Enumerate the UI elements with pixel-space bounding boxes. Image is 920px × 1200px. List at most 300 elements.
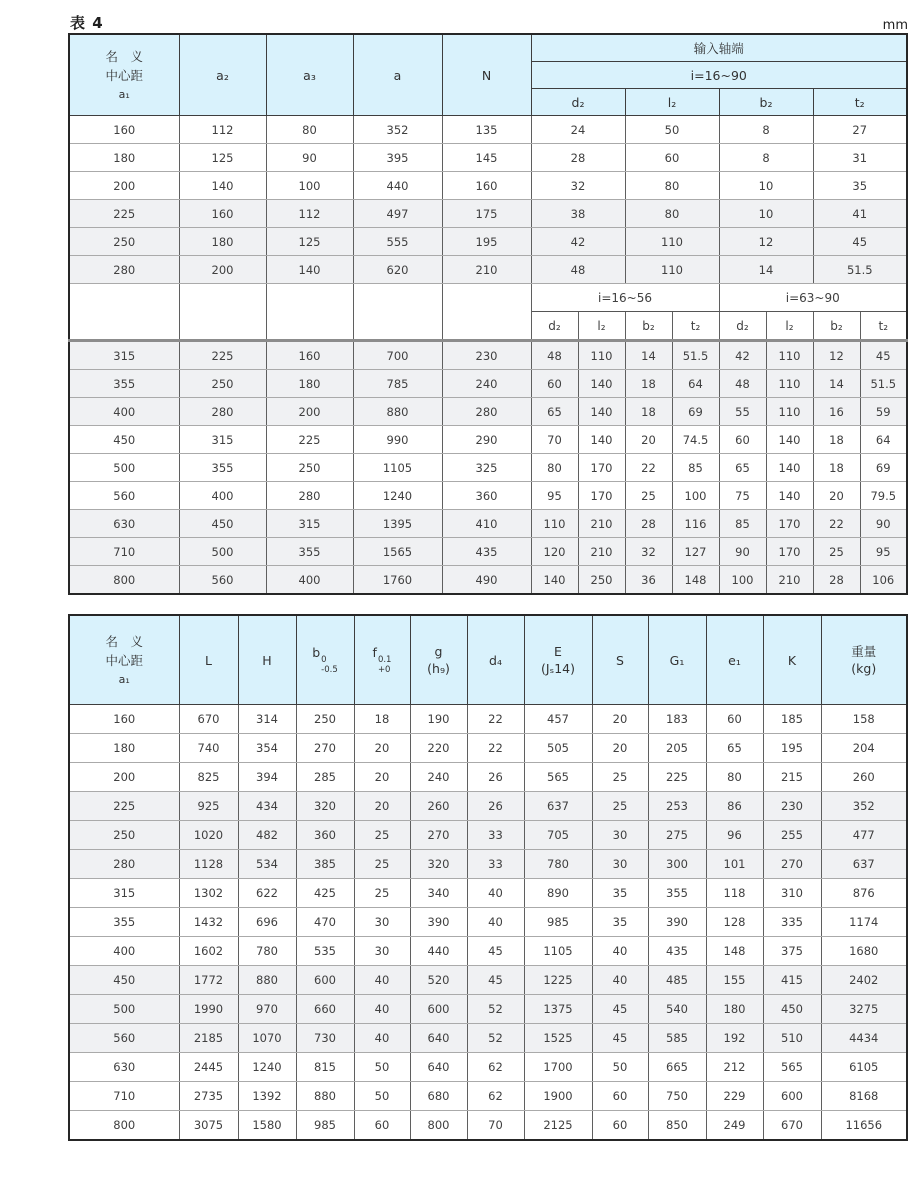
cell: 20 [625,426,672,454]
cell: 890 [524,879,592,908]
table-row [69,510,907,538]
cell: 1900 [524,1082,592,1111]
cell: 225 [648,763,706,792]
cell: 20 [354,792,410,821]
table-row [69,538,907,566]
cell: 90 [266,144,353,172]
cell: 18 [625,398,672,426]
cell: 565 [524,763,592,792]
cell: 730 [296,1024,354,1053]
cell: 250 [179,370,266,398]
cell: 985 [296,1111,354,1141]
cell: 275 [648,821,706,850]
col-G1: G₁ [648,615,706,705]
cell: 96 [706,821,763,850]
cell: 170 [766,510,813,538]
cell: 229 [706,1082,763,1111]
cell: 180 [266,370,353,398]
col-center-distance: 名 义 中心距 a₁ [69,34,179,116]
col-S: S [592,615,648,705]
cell: 355 [69,908,179,937]
cell: 335 [763,908,821,937]
cell: 40 [354,1024,410,1053]
cell: 325 [442,454,531,482]
cell: 74.5 [672,426,719,454]
cell: 2735 [179,1082,238,1111]
dimension-table-shaft [68,33,908,595]
cell: 315 [69,879,179,908]
table-row [69,705,907,734]
cell: 42 [719,341,766,370]
cell: 1760 [353,566,442,595]
cell: 314 [238,705,296,734]
cell: 80 [266,116,353,144]
cell: 14 [813,370,860,398]
col-d2: d₂ [531,89,625,116]
table-row [69,850,907,879]
cell: 270 [296,734,354,763]
cell: 240 [442,370,531,398]
cell: 60 [592,1082,648,1111]
cell: 20 [592,734,648,763]
cell: 204 [821,734,907,763]
cell: 1602 [179,937,238,966]
cell: 640 [410,1053,467,1082]
cell: 280 [266,482,353,510]
cell: 1020 [179,821,238,850]
unit-label: mm [882,18,908,33]
cell: 170 [578,454,625,482]
cell: 3275 [821,995,907,1024]
cell: 2185 [179,1024,238,1053]
table-row [69,370,907,398]
cell: 110 [625,256,719,284]
cell: 140 [531,566,578,595]
cell: 520 [410,966,467,995]
cell: 375 [763,937,821,966]
cell: 970 [238,995,296,1024]
cell: 540 [648,995,706,1024]
cell: 497 [353,200,442,228]
cell: 505 [524,734,592,763]
col-i-range: i=16~90 [531,62,907,89]
cell: 585 [648,1024,706,1053]
cell: 125 [266,228,353,256]
subcol-t2: t₂ [860,312,907,341]
cell: 637 [821,850,907,879]
table-row [69,566,907,595]
cell: 534 [238,850,296,879]
cell: 110 [625,228,719,256]
cell: 457 [524,705,592,734]
cell: 622 [238,879,296,908]
cell: 148 [706,937,763,966]
cell: 18 [354,705,410,734]
cell: 815 [296,1053,354,1082]
table-row [69,256,907,284]
cell: 255 [763,821,821,850]
cell: 315 [179,426,266,454]
table-row [69,144,907,172]
cell: 106 [860,566,907,595]
cell: 210 [578,538,625,566]
cell: 125 [179,144,266,172]
cell: 280 [69,850,179,879]
cell: 135 [442,116,531,144]
cell: 30 [354,908,410,937]
cell: 90 [719,538,766,566]
cell: 45 [592,995,648,1024]
cell: 140 [766,426,813,454]
cell: 560 [69,482,179,510]
page-title: 表 4 [70,14,104,32]
cell: 212 [706,1053,763,1082]
cell: 600 [410,995,467,1024]
empty-cell [69,284,179,341]
cell: 450 [69,426,179,454]
cell: 26 [467,763,524,792]
cell: 185 [763,705,821,734]
cell: 110 [766,370,813,398]
cell: 48 [531,341,578,370]
cell: 200 [69,763,179,792]
cell: 30 [592,850,648,879]
cell: 200 [266,398,353,426]
cell: 52 [467,995,524,1024]
cell: 394 [238,763,296,792]
cell: 60 [719,426,766,454]
cell: 630 [69,510,179,538]
table-row [69,341,907,370]
cell: 18 [625,370,672,398]
cell: 8 [719,116,813,144]
cell: 110 [766,398,813,426]
cell: 1772 [179,966,238,995]
cell: 14 [625,341,672,370]
cell: 340 [410,879,467,908]
cell: 20 [354,763,410,792]
table1-lower-body [69,341,907,595]
cell: 86 [706,792,763,821]
cell: 140 [766,482,813,510]
cell: 230 [763,792,821,821]
cell: 28 [625,510,672,538]
cell: 25 [592,763,648,792]
cell: 50 [592,1053,648,1082]
cell: 320 [296,792,354,821]
cell: 250 [266,454,353,482]
cell: 355 [69,370,179,398]
subheader-i-high: i=63~90 [719,284,907,312]
cell: 40 [592,937,648,966]
table1-mid-subheader [69,284,907,341]
cell: 110 [531,510,578,538]
cell: 210 [766,566,813,595]
cell: 35 [592,908,648,937]
cell: 510 [763,1024,821,1053]
cell: 390 [410,908,467,937]
table-row [69,879,907,908]
cell: 62 [467,1053,524,1082]
cell: 60 [354,1111,410,1141]
cell: 880 [296,1082,354,1111]
table-row [69,1082,907,1111]
cell: 30 [354,937,410,966]
cell: 14 [719,256,813,284]
cell: 210 [442,256,531,284]
cell: 62 [467,1082,524,1111]
cell: 48 [531,256,625,284]
col-b2: b₂ [719,89,813,116]
col-a3: a₃ [266,34,353,116]
cell: 280 [179,398,266,426]
cell: 360 [296,821,354,850]
cell: 70 [531,426,578,454]
cell: 195 [763,734,821,763]
cell: 195 [442,228,531,256]
cell: 710 [69,1082,179,1111]
cell: 565 [763,1053,821,1082]
cell: 64 [672,370,719,398]
cell: 75 [719,482,766,510]
cell: 1432 [179,908,238,937]
table-row [69,1111,907,1141]
cell: 80 [625,172,719,200]
subcol-b2: b₂ [813,312,860,341]
cell: 20 [354,734,410,763]
cell: 600 [763,1082,821,1111]
col-g: g (h₉) [410,615,467,705]
col-L: L [179,615,238,705]
cell: 160 [442,172,531,200]
cell: 90 [860,510,907,538]
cell: 225 [69,792,179,821]
cell: 280 [69,256,179,284]
cell: 315 [69,341,179,370]
cell: 25 [354,850,410,879]
table-row [69,228,907,256]
cell: 450 [69,966,179,995]
cell: 31 [813,144,907,172]
cell: 25 [625,482,672,510]
cell: 22 [625,454,672,482]
cell: 500 [179,538,266,566]
cell: 320 [410,850,467,879]
cell: 620 [353,256,442,284]
cell: 1525 [524,1024,592,1053]
cell: 60 [592,1111,648,1141]
cell: 555 [353,228,442,256]
cell: 101 [706,850,763,879]
cell: 352 [353,116,442,144]
cell: 705 [524,821,592,850]
cell: 435 [442,538,531,566]
cell: 360 [442,482,531,510]
cell: 51.5 [860,370,907,398]
cell: 200 [69,172,179,200]
cell: 740 [179,734,238,763]
cell: 180 [706,995,763,1024]
table-row [69,116,907,144]
cell: 55 [719,398,766,426]
cell: 670 [763,1111,821,1141]
cell: 440 [410,937,467,966]
cell: 785 [353,370,442,398]
cell: 1105 [353,454,442,482]
cell: 8168 [821,1082,907,1111]
cell: 700 [353,341,442,370]
cell: 352 [821,792,907,821]
cell: 6105 [821,1053,907,1082]
cell: 28 [531,144,625,172]
cell: 434 [238,792,296,821]
cell: 10 [719,172,813,200]
cell: 4434 [821,1024,907,1053]
cell: 140 [766,454,813,482]
cell: 140 [578,398,625,426]
table-row [69,398,907,426]
cell: 355 [266,538,353,566]
cell: 485 [648,966,706,995]
cell: 260 [410,792,467,821]
subcol-l2: l₂ [578,312,625,341]
table-row [69,1024,907,1053]
table-row [69,426,907,454]
cell: 100 [719,566,766,595]
table-row [69,995,907,1024]
cell: 155 [706,966,763,995]
cell: 160 [179,200,266,228]
cell: 116 [672,510,719,538]
cell: 22 [813,510,860,538]
cell: 2445 [179,1053,238,1082]
cell: 28 [813,566,860,595]
cell: 180 [179,228,266,256]
cell: 355 [648,879,706,908]
table1-header [69,34,907,116]
cell: 696 [238,908,296,937]
cell: 24 [531,116,625,144]
subheader-i-low: i=16~56 [531,284,719,312]
cell: 600 [296,966,354,995]
cell: 395 [353,144,442,172]
cell: 42 [531,228,625,256]
cell: 1070 [238,1024,296,1053]
col-l2: l₂ [625,89,719,116]
cell: 450 [763,995,821,1024]
cell: 180 [69,144,179,172]
cell: 158 [821,705,907,734]
cell: 183 [648,705,706,734]
cell: 670 [179,705,238,734]
table-row [69,1053,907,1082]
cell: 280 [442,398,531,426]
col-center-distance: 名 义 中心距 a₁ [69,615,179,705]
cell: 400 [179,482,266,510]
cell: 780 [524,850,592,879]
cell: 60 [625,144,719,172]
col-t2: t₂ [813,89,907,116]
cell: 680 [410,1082,467,1111]
cell: 253 [648,792,706,821]
cell: 120 [531,538,578,566]
cell: 140 [266,256,353,284]
cell: 35 [592,879,648,908]
cell: 25 [354,821,410,850]
cell: 112 [266,200,353,228]
empty-cell [266,284,353,341]
table-row [69,172,907,200]
cell: 390 [648,908,706,937]
cell: 140 [578,370,625,398]
cell: 215 [763,763,821,792]
table-row [69,966,907,995]
subcol-l2: l₂ [766,312,813,341]
cell: 38 [531,200,625,228]
cell: 51.5 [672,341,719,370]
table2-header [69,615,907,705]
cell: 640 [410,1024,467,1053]
table-row [69,200,907,228]
cell: 800 [69,566,179,595]
cell: 665 [648,1053,706,1082]
cell: 205 [648,734,706,763]
cell: 22 [467,734,524,763]
table-row [69,792,907,821]
cell: 80 [706,763,763,792]
cell: 18 [813,426,860,454]
cell: 1240 [238,1053,296,1082]
cell: 985 [524,908,592,937]
cell: 285 [296,763,354,792]
cell: 2402 [821,966,907,995]
cell: 1240 [353,482,442,510]
cell: 26 [467,792,524,821]
cell: 400 [69,937,179,966]
cell: 225 [179,341,266,370]
title-bar [70,0,908,33]
cell: 270 [410,821,467,850]
cell: 240 [410,763,467,792]
cell: 45 [467,966,524,995]
cell: 170 [766,538,813,566]
cell: 16 [813,398,860,426]
cell: 41 [813,200,907,228]
table-row [69,734,907,763]
cell: 880 [238,966,296,995]
cell: 750 [648,1082,706,1111]
cell: 660 [296,995,354,1024]
cell: 20 [592,705,648,734]
cell: 290 [442,426,531,454]
cell: 225 [266,426,353,454]
cell: 200 [179,256,266,284]
cell: 50 [625,116,719,144]
cell: 260 [821,763,907,792]
cell: 25 [813,538,860,566]
empty-cell [442,284,531,341]
col-K: K [763,615,821,705]
cell: 310 [763,879,821,908]
cell: 400 [69,398,179,426]
cell: 560 [69,1024,179,1053]
cell: 65 [719,454,766,482]
cell: 32 [625,538,672,566]
cell: 50 [354,1053,410,1082]
col-input-shaft-end: 输入轴端 [531,34,907,62]
cell: 40 [592,966,648,995]
cell: 435 [648,937,706,966]
